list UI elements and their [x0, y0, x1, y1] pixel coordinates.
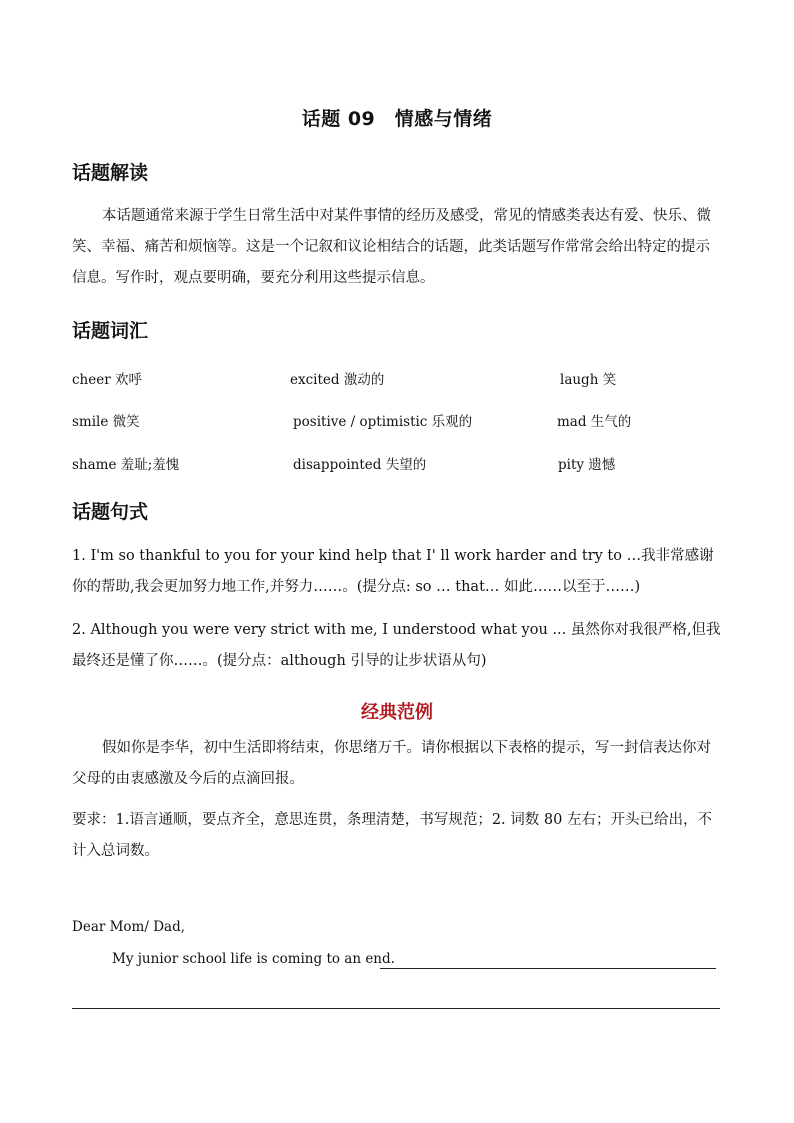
vocab-smile: smile 微笑	[72, 414, 140, 430]
vocab-laugh: laugh 笑	[560, 372, 617, 388]
section-heading-interpretation: 话题解读	[72, 162, 149, 184]
pattern-item-2: 2. Although you were very strict with me, I understood what you ... 虽然你对我很严格,但我最终还是懂了你……。(提分点：although 引导的让步状语从句)	[72, 622, 721, 669]
vocab-pity: pity 遗憾	[558, 457, 616, 473]
letter-opening: My junior school life is coming to an end.	[112, 951, 395, 967]
section-heading-vocabulary: 话题词汇	[72, 320, 149, 342]
vocab-shame: shame 羞耻;羞愧	[72, 457, 180, 473]
vocab-mad: mad 生气的	[557, 414, 632, 430]
vocab-cheer: cheer 欢呼	[72, 372, 142, 388]
interpretation-text: 本话题通常来源于学生日常生活中对某件事情的经历及感受，常见的情感类表达有爱、快乐、微笑、幸福、痛苦和烦恼等。这是一个记叙和议论相结合的话题，此类话题写作常常会给出特定的提示信息。写作时，观点要明确，要充分利用这些提示信息。	[72, 208, 711, 286]
example-heading: 经典范例	[361, 702, 433, 723]
letter-greeting: Dear Mom/ Dad,	[72, 919, 186, 935]
vocab-disappointed: disappointed 失望的	[293, 457, 427, 473]
pattern-item-1: 1. I'm so thankful to you for your kind help that I' ll work harder and try to …我非常感谢你的帮助,我会更加努力地工作,并努力……。(提分点: so … that… 如此……以至于……)	[72, 548, 714, 595]
vocab-positive: positive / optimistic 乐观的	[293, 414, 473, 430]
answer-line-1	[380, 968, 716, 969]
section-heading-patterns: 话题句式	[72, 501, 149, 523]
answer-line-2	[72, 1008, 720, 1009]
example-requirements: 要求：1.语言通顺，要点齐全，意思连贯，条理清楚，书写规范；2. 词数 80 左右；开头已给出，不计入总词数。	[72, 812, 712, 859]
page-title: 话题 09 情感与情绪	[301, 108, 493, 130]
example-prompt: 假如你是李华，初中生活即将结束，你思绪万千。请你根据以下表格的提示，写一封信表达你对父母的由衷感激及今后的点滴回报。	[72, 740, 711, 787]
vocab-excited: excited 激动的	[290, 372, 385, 388]
